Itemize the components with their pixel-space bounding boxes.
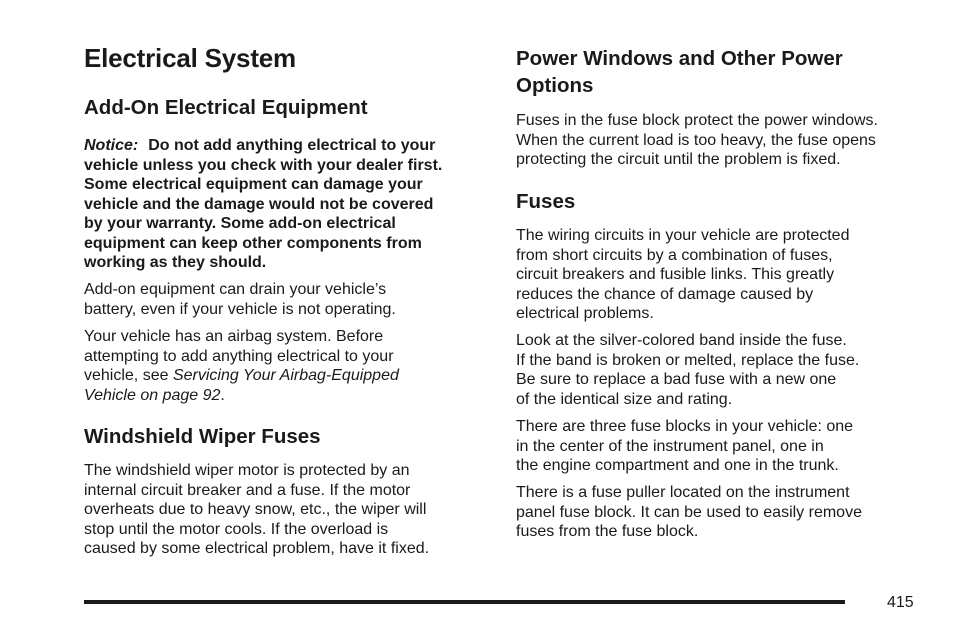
text-line: Vehicle on page 92. xyxy=(84,386,225,404)
notice-line: vehicle unless you check with your dealer first. xyxy=(84,156,443,174)
notice-line: vehicle and the damage would not be covered xyxy=(84,195,434,213)
addon-paragraph-2 xyxy=(84,327,484,405)
fuses-paragraph-4 xyxy=(516,483,916,542)
text-line: Add-on equipment can drain your vehicle’s xyxy=(84,281,387,298)
text-line: circuit breakers and fusible links. This greatly xyxy=(516,266,835,283)
text-line: of the identical size and rating. xyxy=(516,390,733,408)
page-title: Electrical System xyxy=(84,43,296,73)
notice-block xyxy=(84,136,484,273)
text-line: reduces the chance of damage caused by xyxy=(516,285,814,303)
text-line: When the current load is too heavy, the fuse opens xyxy=(516,131,876,149)
text-line: panel fuse block. It can be used to easily remove xyxy=(516,503,862,521)
text-line: If the band is broken or melted, replace the fuse. xyxy=(516,351,860,369)
text-line: from short circuits by a combination of fuses, xyxy=(516,246,833,264)
addon-paragraph-1 xyxy=(84,280,484,319)
text-line: The windshield wiper motor is protected by an xyxy=(84,462,410,479)
text-line: overheats due to heavy snow, etc., the wiper will xyxy=(84,501,427,518)
notice-label: Notice: xyxy=(84,137,139,154)
airbag-reference-link[interactable]: Servicing Your Airbag-Equipped xyxy=(172,367,399,384)
addon-heading: Add-On Electrical Equipment xyxy=(84,96,368,119)
text-line: Look at the silver-colored band inside the fuse. xyxy=(516,332,847,349)
airbag-reference-link-cont[interactable]: Vehicle on page 92 xyxy=(84,386,221,404)
fuses-paragraph-1 xyxy=(516,226,916,324)
fuses-heading: Fuses xyxy=(516,190,576,213)
text-line: battery, even if your vehicle is not operating. xyxy=(84,300,396,318)
fuses-paragraph-2 xyxy=(516,331,916,409)
power-windows-paragraph xyxy=(516,111,916,170)
text-line: Your vehicle has an airbag system. Before xyxy=(84,328,384,345)
text-line: electrical problems. xyxy=(516,305,654,322)
notice-line: equipment can keep other components from xyxy=(84,234,422,252)
wiper-heading: Windshield Wiper Fuses xyxy=(84,425,321,448)
text-line: Fuses in the fuse block protect the power windows. xyxy=(516,112,878,129)
text-line: caused by some electrical problem, have it fixed. xyxy=(84,540,430,557)
page-number: 415 xyxy=(887,594,914,611)
fuses-paragraph-3 xyxy=(516,417,916,476)
notice-line: working as they should. xyxy=(84,254,267,271)
text-line: the engine compartment and one in the trunk. xyxy=(516,457,839,474)
text-line: vehicle, see Servicing Your Airbag-Equipped xyxy=(84,367,399,384)
text-line: internal circuit breaker and a fuse. If the motor xyxy=(84,481,411,499)
text-line: Be sure to replace a bad fuse with a new one xyxy=(516,371,837,388)
wiper-paragraph xyxy=(84,461,484,559)
text-line: There are three fuse blocks in your vehicle: one xyxy=(516,418,854,435)
footer-rule xyxy=(84,600,845,604)
notice-line: by your warranty. Some add-on electrical xyxy=(84,215,396,232)
notice-line: Some electrical equipment can damage your xyxy=(84,176,423,193)
text-line: The wiring circuits in your vehicle are protected xyxy=(516,227,850,244)
power-windows-heading: Power Windows and Other Power Options xyxy=(516,47,843,97)
notice-line: Notice: Do not add anything electrical to your xyxy=(84,137,436,154)
text-line: fuses from the fuse block. xyxy=(516,523,699,540)
text-line: protecting the circuit until the problem is fixed. xyxy=(516,151,841,168)
text-line: in the center of the instrument panel, one in xyxy=(516,437,824,455)
text-line: stop until the motor cools. If the overload is xyxy=(84,520,389,538)
text-line: attempting to add anything electrical to your xyxy=(84,347,394,365)
text-line: There is a fuse puller located on the instrument xyxy=(516,484,850,501)
